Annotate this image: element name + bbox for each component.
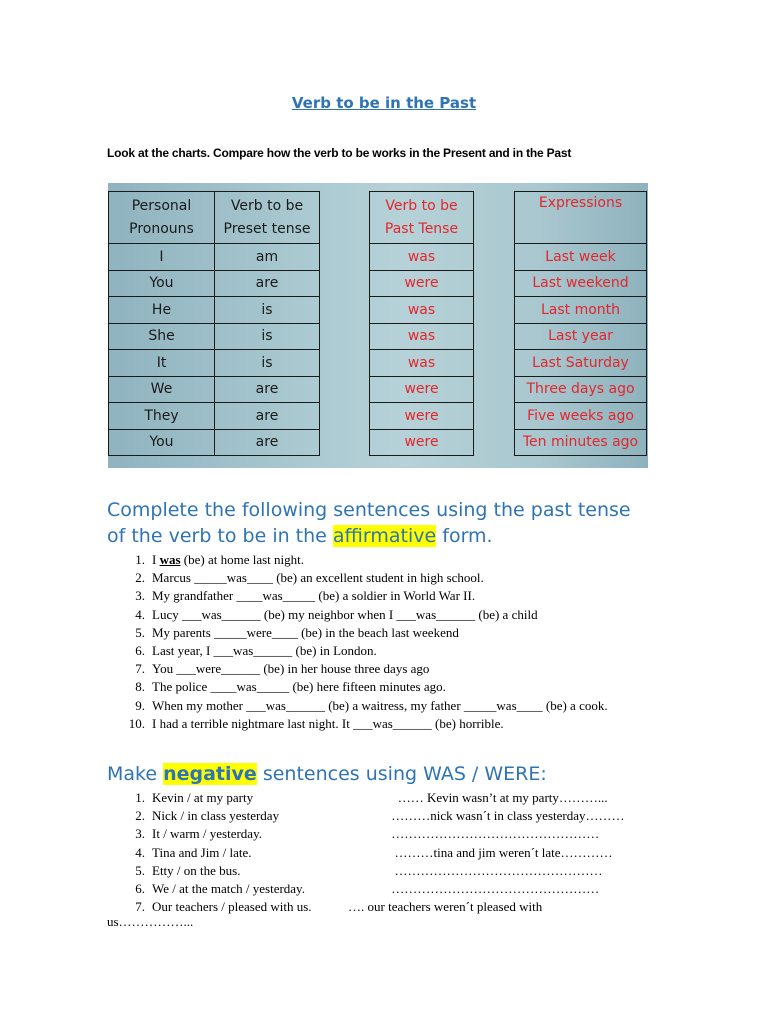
header-present-tense: Verb to be Preset tense [215,192,320,244]
section2-heading: Make negative sentences using WAS / WERE: [107,763,547,785]
list-item: 5. Etty / on the bus. ………………………………………… [135,862,603,878]
present-verb-cell: is [215,297,320,324]
present-verb-cell: are [215,270,320,297]
highlight-negative: negative [163,763,257,785]
table-row [370,376,474,403]
table-row [515,429,647,456]
table-row [370,323,474,350]
expression-cell: Last week [515,244,647,271]
pronoun-cell: We [109,376,215,403]
negative-exercise-list [107,789,667,916]
present-verb-cell: is [215,350,320,377]
past-verb-cell: were [370,403,474,430]
list-item: 2. Nick / in class yesterday ………nick wasn´t in class yesterday……… [135,808,625,824]
list-item: 4. Tina and Jim / late. ………tina and jim weren´t late………… [135,844,613,860]
expression-cell: Five weeks ago [515,403,647,430]
past-table [369,191,474,456]
affirmative-exercise-list [107,551,667,733]
header-personal-pronouns: Personal Pronouns [109,192,215,244]
list-item: 3. It / warm / yesterday. ………………………………………… [135,826,600,842]
table-row [109,297,320,324]
past-verb-cell: was [370,350,474,377]
pronoun-cell: You [109,429,215,456]
table-row [370,297,474,324]
verb-chart [108,183,648,468]
pronoun-cell: He [109,297,215,324]
list-item: 2. Marcus _____was____ (be) an excellent student in high school. [135,570,484,586]
expression-cell: Last Saturday [515,350,647,377]
expression-cell: Last weekend [515,270,647,297]
present-verb-cell: are [215,403,320,430]
table-row [515,323,647,350]
expressions-table [514,191,647,456]
table-row [515,403,647,430]
table-row [515,350,647,377]
table-row [370,270,474,297]
present-table [108,191,320,456]
table-row [109,376,320,403]
section1-heading-line2: of the verb to be in the affirmative form. [107,525,493,547]
list-item: 8. The police ____was_____ (be) here fifteen minutes ago. [135,679,446,695]
list-item: 9. When my mother ___was______ (be) a waitress, my father _____was____ (be) a cook. [135,697,608,713]
list-item: 10. I had a terrible nightmare last night. It ___was______ (be) horrible. [128,715,504,731]
list-item: 7. You ___were______ (be) in her house three days ago [135,661,430,677]
list-item: 6. We / at the match / yesterday. ………………………………………… [135,881,600,897]
table-row [515,297,647,324]
expression-cell: Last month [515,297,647,324]
intro-text: Look at the charts. Compare how the verb to be works in the Present and in the Past [107,146,572,160]
header-expressions: Expressions [515,192,647,244]
table-row [515,270,647,297]
present-verb-cell: are [215,429,320,456]
past-verb-cell: were [370,270,474,297]
table-row [370,350,474,377]
table-row [515,376,647,403]
past-verb-cell: were [370,376,474,403]
table-row [109,270,320,297]
present-verb-cell: am [215,244,320,271]
list-item: 3. My grandfather ____was_____ (be) a soldier in World War II. [135,588,476,604]
table-row [370,244,474,271]
past-verb-cell: was [370,323,474,350]
pronoun-cell: It [109,350,215,377]
pronoun-cell: I [109,244,215,271]
table-row [515,244,647,271]
list-item: 4. Lucy ___was______ (be) my neighbor when I ___was______ (be) a child [135,606,538,622]
expression-cell: Three days ago [515,376,647,403]
list-item: 5. My parents _____were____ (be) in the beach last weekend [135,624,459,640]
table-row [109,429,320,456]
past-verb-cell: was [370,297,474,324]
highlight-affirmative: affirmative [332,525,437,547]
table-row [109,244,320,271]
past-verb-cell: were [370,429,474,456]
page-title: Verb to be in the Past [291,94,477,112]
list-item: 6. Last year, I ___was______ (be) in London. [135,643,377,659]
list-item-wrap: us……………... [107,914,194,929]
table-row [370,429,474,456]
table-row [109,350,320,377]
table-row [370,403,474,430]
table-row [109,323,320,350]
pronoun-cell: She [109,323,215,350]
list-item: 1. Kevin / at my party …… Kevin wasn’t at my party………... [135,790,608,805]
list-item: 1. I was (be) at home last night. [135,552,305,567]
list-item: 7. Our teachers / pleased with us. …. our teachers weren´t pleased with [135,899,543,915]
pronoun-cell: You [109,270,215,297]
section1-heading-line1: Complete the following sentences using the past tense [107,499,631,521]
present-verb-cell: are [215,376,320,403]
example-answer: was [159,552,181,567]
expression-cell: Ten minutes ago [515,429,647,456]
section1-heading [107,497,631,549]
table-row [109,403,320,430]
pronoun-cell: They [109,403,215,430]
past-verb-cell: was [370,244,474,271]
header-past-tense: Verb to be Past Tense [370,192,474,244]
present-verb-cell: is [215,323,320,350]
expression-cell: Last year [515,323,647,350]
